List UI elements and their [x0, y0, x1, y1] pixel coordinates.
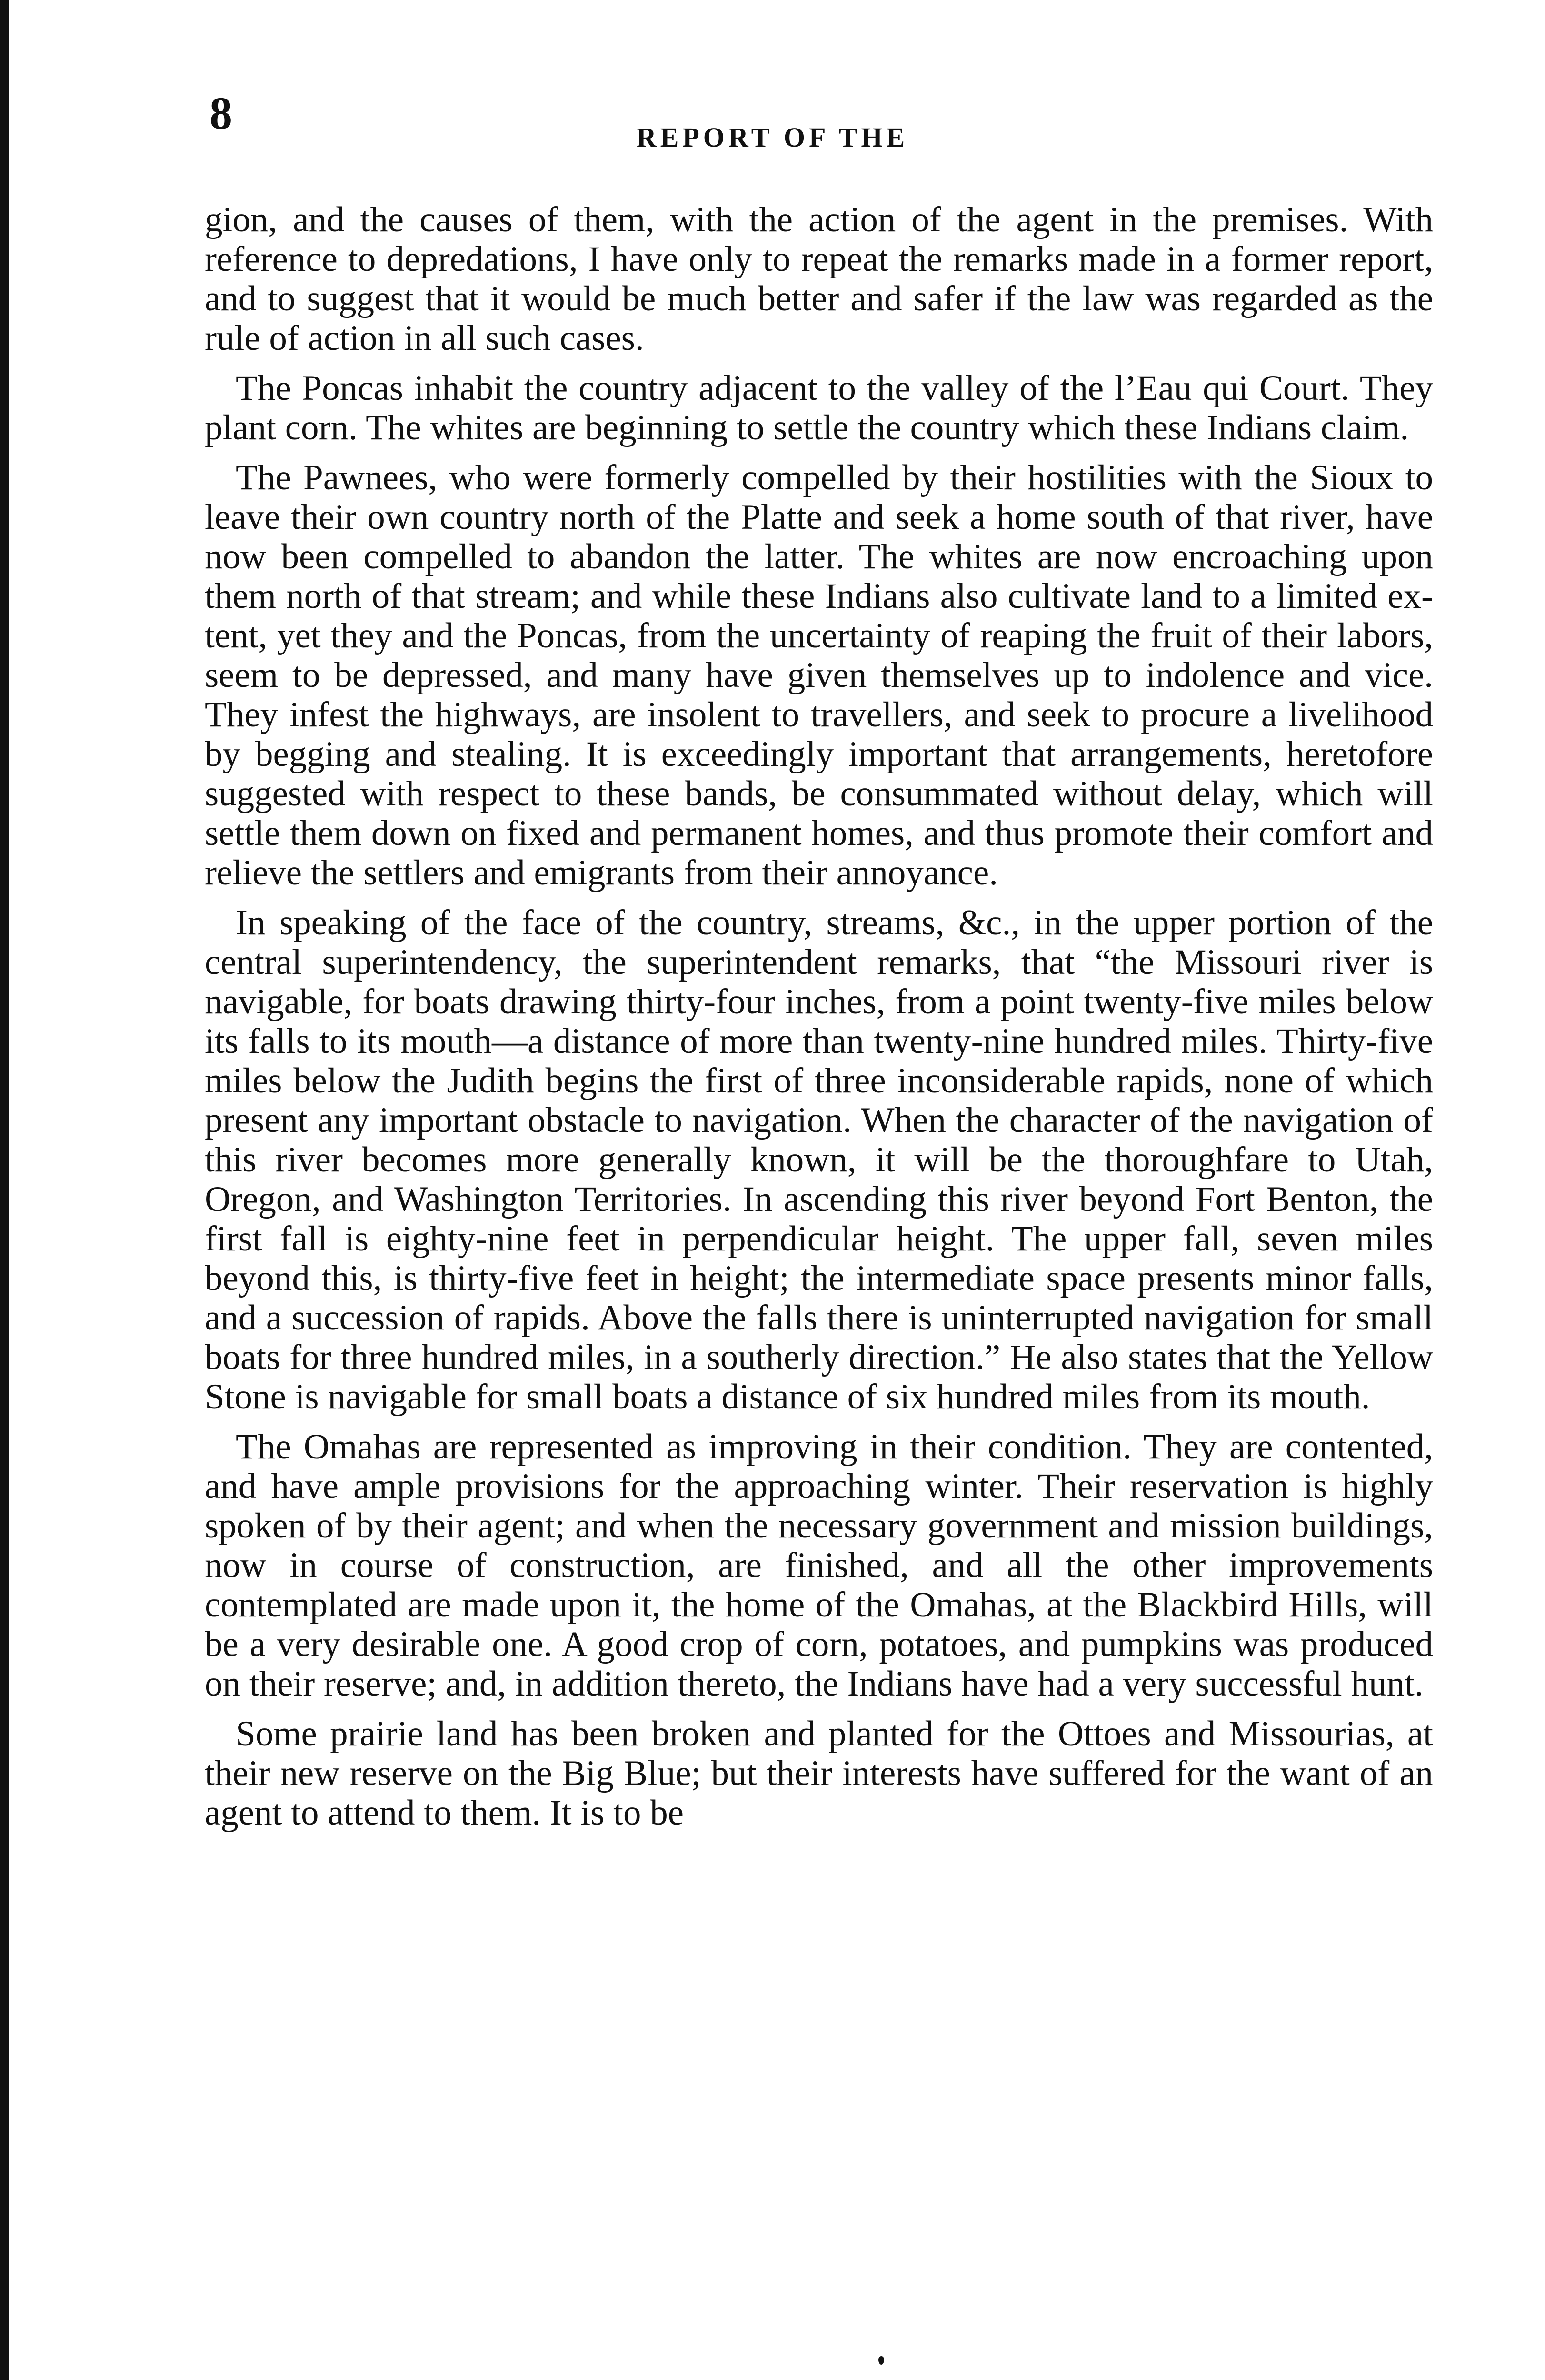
- paragraph-poncas: The Poncas inhabit the country adjacent to the valley of the l’Eau qui Court. They plant corn. The whites are beginning to settle the country which these Indians claim.: [205, 368, 1433, 447]
- ink-speck: [878, 2356, 884, 2365]
- body-text: [205, 200, 1433, 1843]
- paragraph-missouri-river: In speaking of the face of the country, streams, &c., in the upper portion of the central superintendency, the superintendent remarks, that “the Missouri river is navigable, for boats drawing thirty-four inches, from a point twenty-five miles below its falls to its mouth—a distance of more than twenty-nine hundred miles. Thirty-five miles below the Judith begins the first of three inconsiderable rapids, none of which present any important obstacle to navigation. When the character of the navigation of this river becomes more generally known, it will be the thoroughfare to Utah, Oregon, and Washington Territories. In ascending this river beyond Fort Benton, the first fall is eighty-nine feet in perpendicular height. The upper fall, seven miles beyond this, is thirty-five feet in height; the intermediate space presents minor falls, and a succession of rapids. Above the falls there is uninterrupted navigation for small boats for three hundred miles, in a southerly direction.” He also states that the Yellow Stone is navigable for small boats a distance of six hundred miles from its mouth.: [205, 903, 1433, 1417]
- paragraph-depredations: gion, and the causes of them, with the action of the agent in the premises. With reference to depredations, I have only to repeat the remarks made in a former report, and to suggest that it would be much better and safer if the law was regarded as the rule of action in all such cases.: [205, 200, 1433, 358]
- page-number: 8: [209, 88, 232, 139]
- paragraph-omahas: The Omahas are represented as improving in their condition. They are contented, and have ample provisions for the approaching winter. Their reservation is highly spoken of by their agent; and when the necessary government and mission buildings, now in course of construction, are finished, and all the other improvements contemplated are made upon it, the home of the Omahas, at the Blackbird Hills, will be a very desirable one. A good crop of corn, potatoes, and pumpkins was produced on their reserve; and, in addition thereto, the Indians have had a very successful hunt.: [205, 1427, 1433, 1704]
- page-left-edge: [0, 0, 9, 2380]
- paragraph-ottoes-missourias: Some prairie land has been broken and planted for the Ottoes and Missourias, at their new reserve on the Big Blue; but their interests have suffered for the want of an agent to attend to them. It is to be: [205, 1714, 1433, 1833]
- running-head: REPORT OF THE: [636, 122, 909, 153]
- paragraph-pawnees: The Pawnees, who were formerly compelled by their hostilities with the Sioux to leave their own country north of the Platte and seek a home south of that river, have now been compelled to abandon the latter. The whites are now encroaching upon them north of that stream; and while these Indians also cultivate land to a limited extent, yet they and the Poncas, from the uncertainty of reaping the fruit of their labors, seem to be depressed, and many have given themselves up to indolence and vice. They infest the highways, are insolent to travellers, and seek to procure a livelihood by begging and stealing. It is exceedingly important that arrangements, heretofore suggested with respect to these bands, be consummated without delay, which will settle them down on fixed and permanent homes, and thus promote their comfort and relieve the settlers and emigrants from their annoyance.: [205, 458, 1433, 892]
